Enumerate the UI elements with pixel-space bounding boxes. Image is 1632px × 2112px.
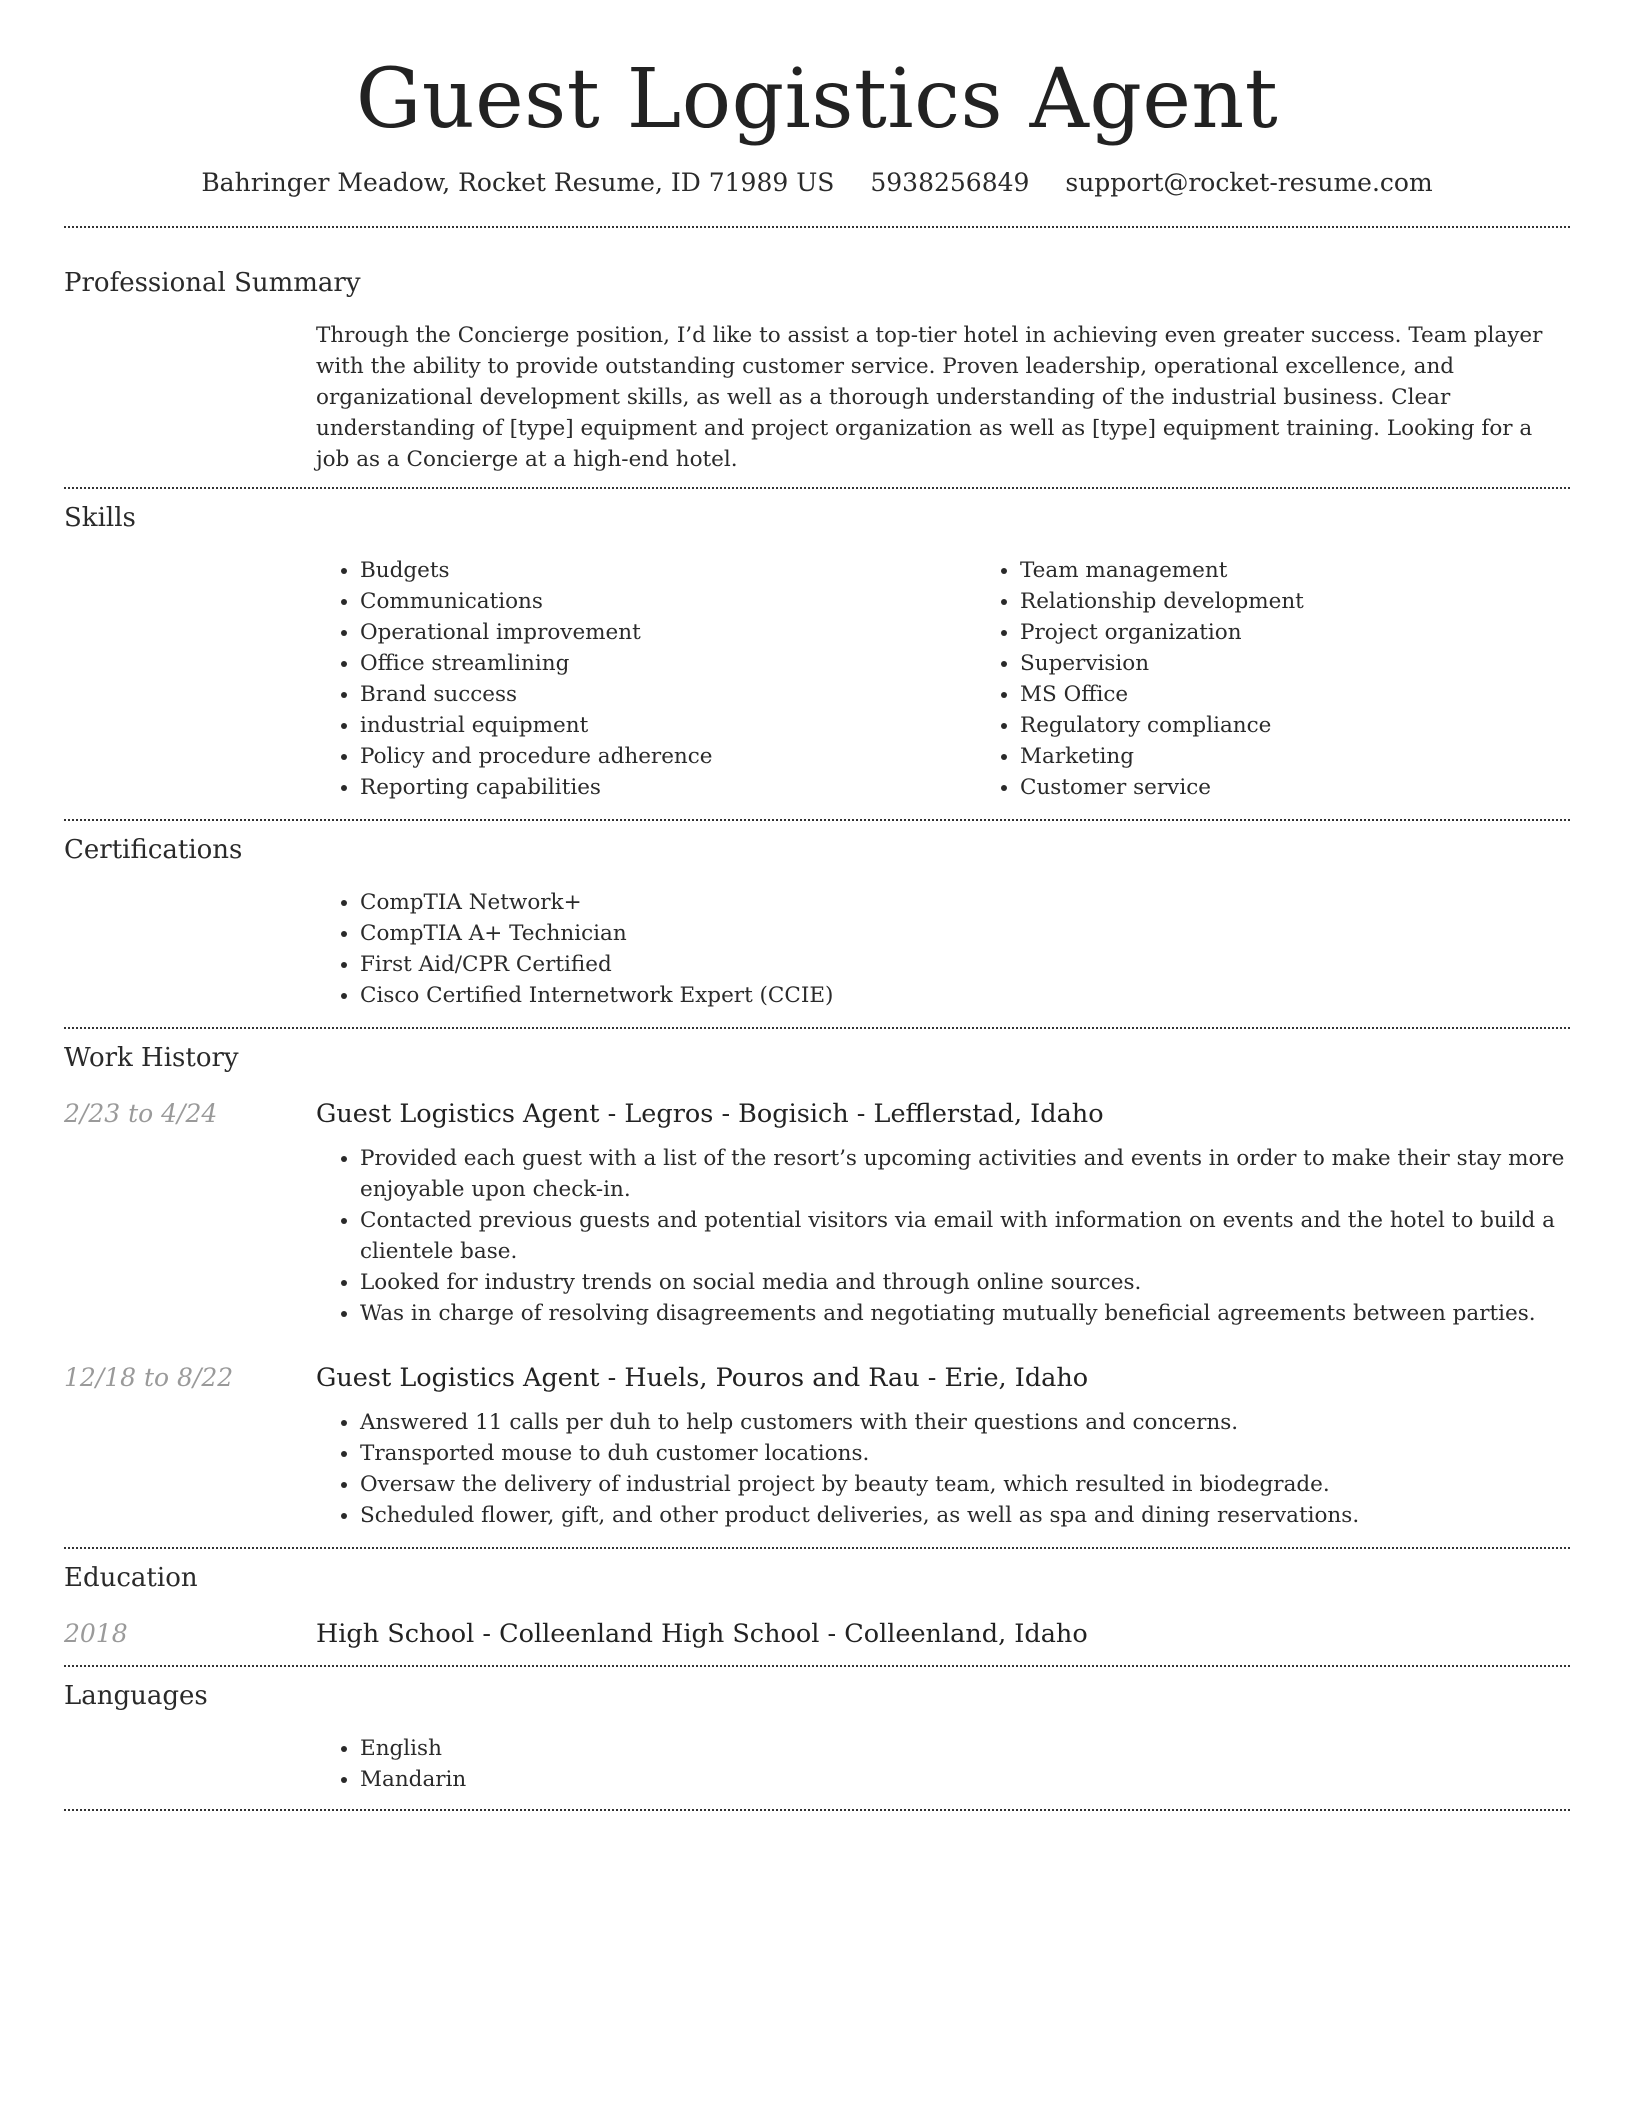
education-year: 2018	[64, 1619, 128, 1648]
contact-address: Bahringer Meadow, Rocket Resume, ID 71989 US	[201, 168, 835, 197]
language-item: • English	[360, 1733, 1570, 1764]
skill-item: • Supervision	[1020, 648, 1632, 679]
section-divider	[64, 1809, 1570, 1811]
skill-item: • Team management	[1020, 555, 1632, 586]
job-bullet: • Provided each guest with a list of the resort’s upcoming activities and events in order to make their stay more enjoyable upon check-in.	[360, 1143, 1570, 1205]
education-entry: High School - Colleenland High School - Colleenland, Idaho	[316, 1619, 1088, 1649]
skill-item: • Project organization	[1020, 617, 1632, 648]
summary-section	[64, 228, 1570, 475]
certifications-list	[316, 887, 1570, 1011]
skill-item: • Regulatory compliance	[1020, 710, 1632, 741]
job-title: Guest Logistics Agent - Huels, Pouros and Rau - Erie, Idaho	[316, 1363, 1089, 1393]
skill-item: • Policy and procedure adherence	[360, 741, 976, 772]
skill-item: • Brand success	[360, 679, 976, 710]
summary-text: Through the Concierge position, I’d like to assist a top-tier hotel in achieving even greater success. Team player with the ability to provide outstanding customer service. Proven leadership, operational excellence, and organizational development skills, as well as a thorough understanding of the industrial business. Clear understanding of [type] equipment and project organization as well as [type] equipment training. Looking for a job as a Concierge at a high-end hotel.	[316, 323, 1543, 472]
job-title: Guest Logistics Agent - Legros - Bogisich - Lefflerstad, Idaho	[316, 1099, 1104, 1129]
job-bullet: • Oversaw the delivery of industrial project by beauty team, which resulted in biodegrade.	[360, 1469, 1570, 1500]
certifications-section	[64, 821, 1570, 1011]
skills-list-left	[316, 555, 976, 803]
languages-list	[316, 1733, 1570, 1795]
job-dates: 12/18 to 8/22	[64, 1363, 234, 1392]
certification-item: • First Aid/CPR Certified	[360, 949, 1570, 980]
skill-item: • Customer service	[1020, 772, 1632, 803]
section-title-summary: Professional Summary	[64, 268, 361, 298]
job-bullet: • Was in charge of resolving disagreements and negotiating mutually beneficial agreements between parties.	[360, 1298, 1570, 1329]
job-bullet: • Answered 11 calls per duh to help customers with their questions and concerns.	[360, 1407, 1570, 1438]
languages-section	[64, 1667, 1570, 1795]
job-bullet: • Transported mouse to duh customer locations.	[360, 1438, 1570, 1469]
job-bullet: • Scheduled flower, gift, and other product deliveries, as well as spa and dining reservations.	[360, 1500, 1570, 1531]
skill-item: • Communications	[360, 586, 976, 617]
job-bullets	[316, 1143, 1570, 1329]
candidate-name: Guest Logistics Agent	[355, 52, 1279, 147]
skill-item: • Relationship development	[1020, 586, 1632, 617]
section-title-education: Education	[64, 1563, 198, 1593]
section-title-languages: Languages	[64, 1681, 208, 1711]
contact-line	[64, 166, 1570, 200]
job-bullets	[316, 1407, 1570, 1531]
contact-phone: 5938256849	[870, 168, 1030, 197]
skills-section	[64, 489, 1570, 803]
skill-item: • Budgets	[360, 555, 976, 586]
skill-item: • industrial equipment	[360, 710, 976, 741]
certification-item: • CompTIA A+ Technician	[360, 918, 1570, 949]
language-item: • Mandarin	[360, 1764, 1570, 1795]
skill-item: • Office streamlining	[360, 648, 976, 679]
resume-page	[64, 0, 1570, 1811]
section-title-skills: Skills	[64, 503, 136, 533]
contact-email: support@rocket-resume.com	[1065, 168, 1433, 197]
education-section	[64, 1549, 1570, 1651]
job-dates: 2/23 to 4/24	[64, 1099, 218, 1128]
section-title-certifications: Certifications	[64, 835, 243, 865]
job-entry	[64, 1361, 1570, 1531]
skill-item: • Operational improvement	[360, 617, 976, 648]
skill-item: • MS Office	[1020, 679, 1632, 710]
job-bullet: • Contacted previous guests and potential visitors via email with information on events and the hotel to build a clientele base.	[360, 1205, 1570, 1267]
job-bullet: • Looked for industry trends on social media and through online sources.	[360, 1267, 1570, 1298]
certification-item: • Cisco Certified Internetwork Expert (CCIE)	[360, 980, 1570, 1011]
certification-item: • CompTIA Network+	[360, 887, 1570, 918]
skills-list-right	[976, 555, 1632, 803]
job-entry	[64, 1097, 1570, 1329]
skill-item: • Marketing	[1020, 741, 1632, 772]
resume-header	[64, 0, 1570, 200]
section-title-work-history: Work History	[64, 1043, 239, 1073]
skill-item: • Reporting capabilities	[360, 772, 976, 803]
work-history-section	[64, 1029, 1570, 1531]
